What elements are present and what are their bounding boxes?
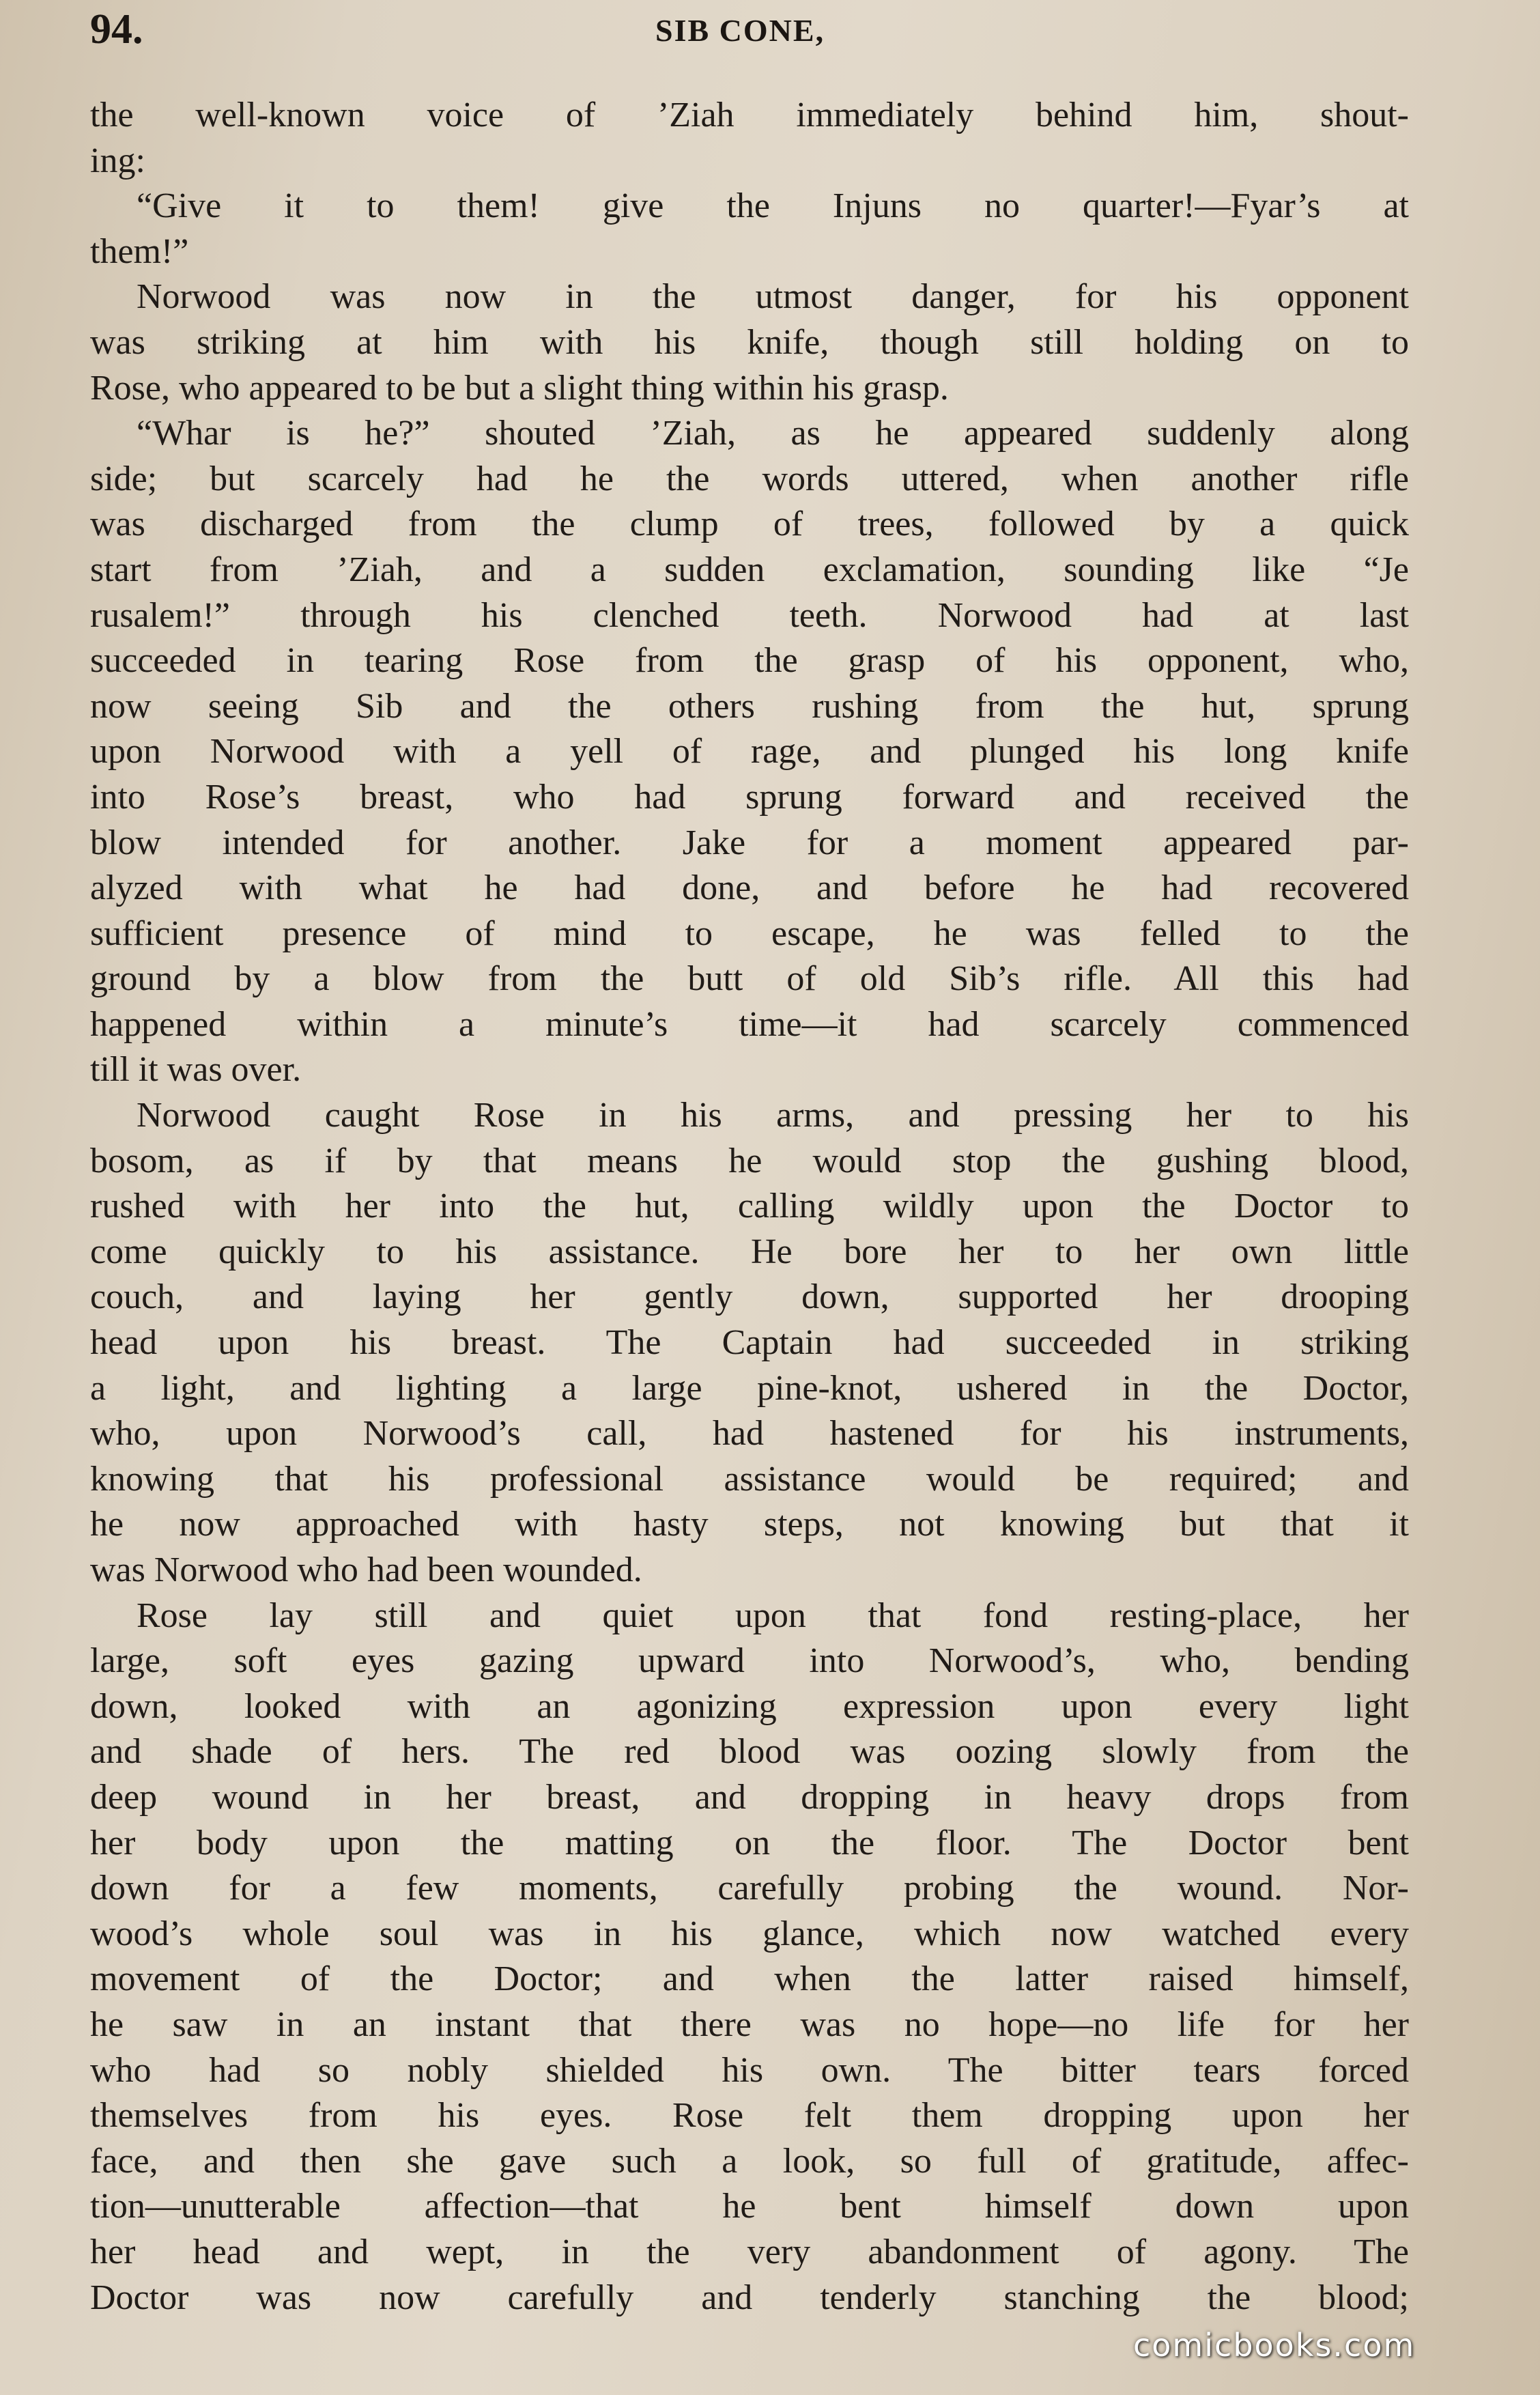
text-line: Norwood caught Rose in his arms, and pressing her to his (137, 1096, 1409, 1135)
text-line: Doctor was now carefully and tenderly stanching the blood; (90, 2278, 1409, 2317)
text-line: couch, and laying her gently down, supported her drooping (90, 1277, 1409, 1317)
text-line: her body upon the matting on the floor. The Doctor bent (90, 1823, 1409, 1862)
text-line: “Whar is he?” shouted ’Ziah, as he appeared suddenly along (137, 414, 1409, 453)
text-line: tion—unutterable affection—that he bent himself down upon (90, 2187, 1409, 2226)
text-line: and shade of hers. The red blood was oozing slowly from the (90, 1732, 1409, 1772)
text-line: he now approached with hasty steps, not knowing but that it (90, 1505, 1409, 1544)
text-line: deep wound in her breast, and dropping in heavy drops from (90, 1777, 1409, 1817)
text-line: wood’s whole soul was in his glance, which now watched every (90, 1914, 1409, 1953)
text-line: was Norwood who had been wounded. (90, 1550, 642, 1589)
text-line: rushed with her into the hut, calling wildly upon the Doctor to (90, 1187, 1409, 1226)
text-line: down, looked with an agonizing expression upon every light (90, 1686, 1409, 1726)
text-line: movement of the Doctor; and when the latter raised himself, (90, 1959, 1409, 1999)
text-line: Rose, who appeared to be but a slight thing within his grasp. (90, 368, 949, 408)
text-line: blow intended for another. Jake for a moment appeared par- (90, 823, 1409, 862)
text-line: knowing that his professional assistance would be required; and (90, 1459, 1409, 1499)
text-line: a light, and lighting a large pine-knot, ushered in the Doctor, (90, 1368, 1409, 1408)
text-line: rusalem!” through his clenched teeth. Norwood had at last (90, 595, 1409, 635)
text-line: bosom, as if by that means he would stop the gushing blood, (90, 1141, 1409, 1180)
text-line: was discharged from the clump of trees, followed by a quick (90, 505, 1409, 544)
text-line: “Give it to them! give the Injuns no quarter!—Fyar’s at (137, 186, 1409, 226)
text-line: start from ’Ziah, and a sudden exclamation, sounding like “Je (90, 550, 1409, 589)
text-line: face, and then she gave such a look, so full of gratitude, affec- (90, 2141, 1409, 2181)
text-line: them!” (90, 231, 189, 271)
text-line: into Rose’s breast, who had sprung forward and received the (90, 777, 1409, 817)
text-line: side; but scarcely had he the words uttered, when another rifle (90, 459, 1409, 498)
text-line: her head and wept, in the very abandonment of agony. The (90, 2232, 1409, 2271)
text-line: who had so nobly shielded his own. The bitter tears forced (90, 2050, 1409, 2090)
text-line: alyzed with what he had done, and before he had recovered (90, 868, 1409, 908)
text-line: till it was over. (90, 1050, 302, 1090)
text-line: upon Norwood with a yell of rage, and plunged his long knife (90, 732, 1409, 771)
watermark: comicbooks.com (1133, 2327, 1416, 2364)
text-line: succeeded in tearing Rose from the grasp of his opponent, who, (90, 641, 1409, 681)
text-line: head upon his breast. The Captain had succeeded in striking (90, 1323, 1409, 1363)
text-line: he saw in an instant that there was no hope—no life for her (90, 2004, 1409, 2044)
page-number: 94. (90, 6, 143, 53)
text-line: come quickly to his assistance. He bore her to her own little (90, 1232, 1409, 1271)
text-line: the well-known voice of ’Ziah immediately behind him, shout- (90, 96, 1409, 134)
text-line: now seeing Sib and the others rushing from the hut, sprung (90, 686, 1409, 726)
page-header (0, 5, 1540, 53)
text-line: down for a few moments, carefully probing the wound. Nor- (90, 1869, 1409, 1908)
text-line: Norwood was now in the utmost danger, for his opponent (137, 277, 1409, 317)
text-line: themselves from his eyes. Rose felt them dropping upon her (90, 2096, 1409, 2136)
text-line: large, soft eyes gazing upward into Norwood’s, who, bending (90, 1641, 1409, 1681)
text-line: Rose lay still and quiet upon that fond resting-place, her (137, 1596, 1409, 1635)
text-line: was striking at him with his knife, though still holding on to (90, 322, 1409, 362)
text-line: who, upon Norwood’s call, had hastened for his instruments, (90, 1414, 1409, 1454)
body-text (90, 93, 1409, 2321)
text-line: happened within a minute’s time—it had scarcely commenced (90, 1004, 1409, 1044)
running-title: SIB CONE, (655, 13, 825, 48)
text-line: sufficient presence of mind to escape, he was felled to the (90, 913, 1409, 953)
text-line: ing: (90, 141, 145, 180)
text-line: ground by a blow from the butt of old Sib’s rifle. All this had (90, 959, 1409, 999)
